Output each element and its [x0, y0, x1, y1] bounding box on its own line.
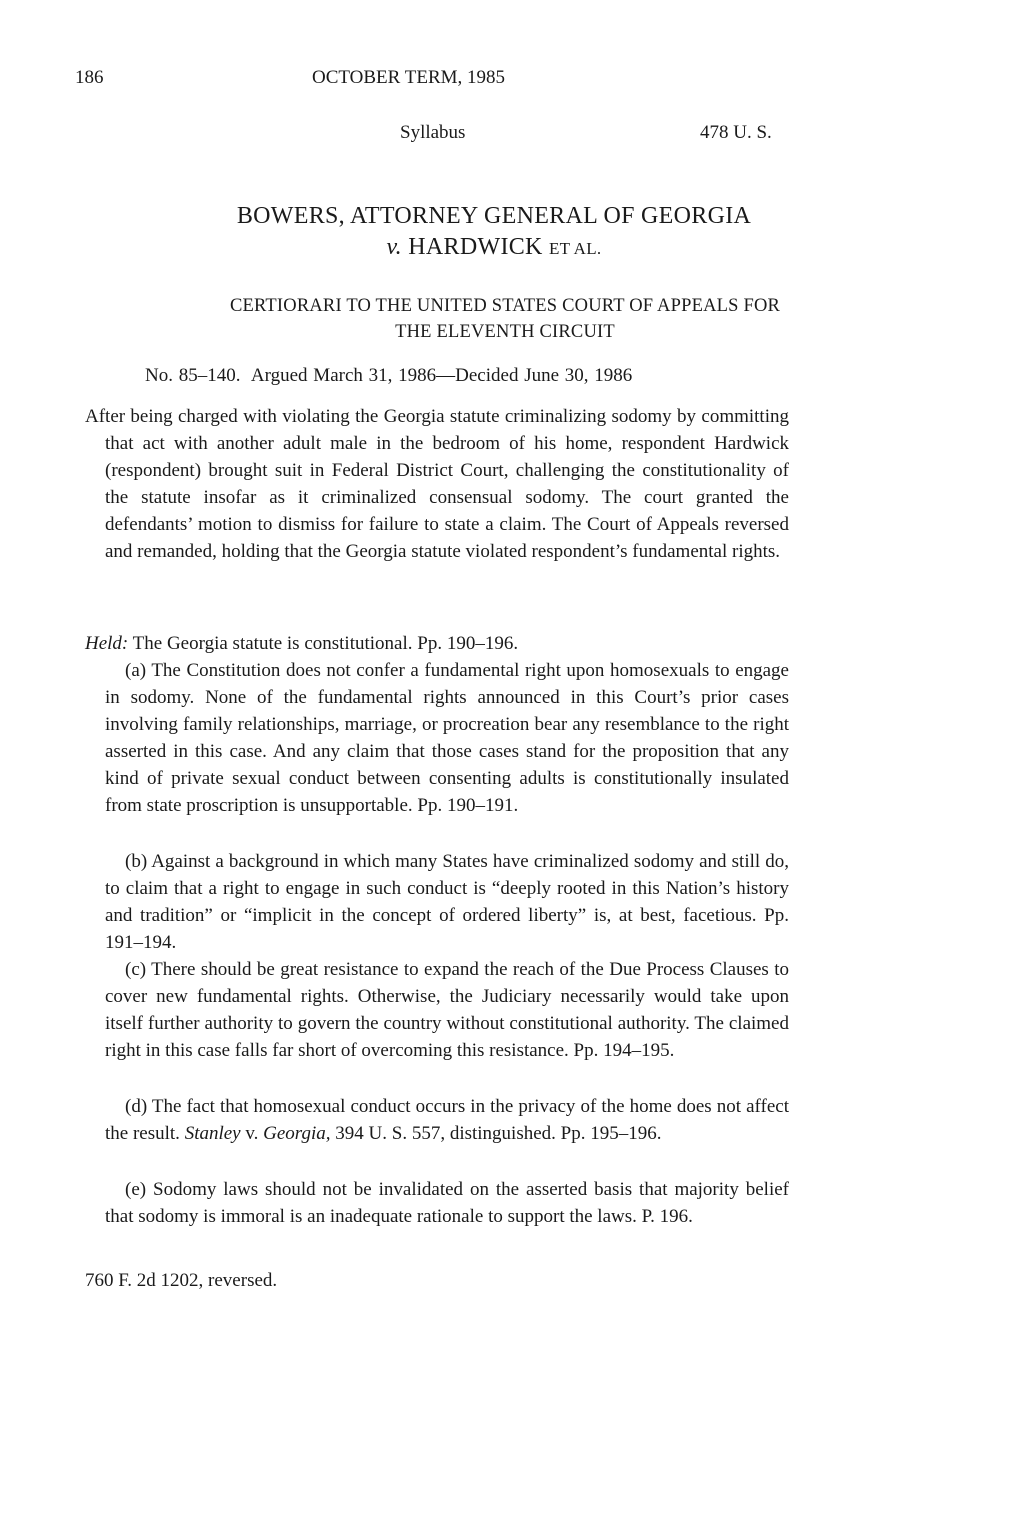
- holding-point-a-text: (a) The Constitution does not confer a fundamental right upon homosexuals to engage in sodomy. None of the fundamental rights announced in this Court’s prior cases involving family relationships, marriage, or procreation bear any resemblance to the right asserted in this case. And any claim that those cases stand for the proposition that any kind of private sexual conduct between consenting adults is constitutionally insulated from state proscription is unsupportable. Pp. 190–191.: [105, 660, 789, 816]
- holding-point-b-text: (b) Against a background in which many States have criminalized sodomy and still do, to claim that a right to engage in such conduct is “deeply rooted in this Nation’s history and tradition” or “implicit in the concept of ordered liberty” is, at best, facetious. Pp. 191–194.: [105, 851, 789, 953]
- disposition-line: 760 F. 2d 1202, reversed.: [85, 1270, 278, 1291]
- cited-case-party-1: Stanley: [184, 1122, 241, 1144]
- docket-line: No. 85–140. Argued March 31, 1986—Decided June 30, 1986: [145, 365, 633, 386]
- point-d-lead: (d) The fact that homosexual conduct occurs in the privacy of the home does not affect the result.: [105, 1096, 789, 1144]
- syllabus-intro-text: After being charged with violating the Georgia statute criminalizing sodomy by committing that act with another adult male in the bedroom of his home, respondent Hardwick (respondent) brought suit in Federal District Court, challenging the constitutionality of the statute insofar as it criminalized consensual sodomy. The court granted the defendants’ motion to dismiss for failure to state a claim. The Court of Appeals reversed and remanded, holding that the Georgia statute violated respondent’s fundamental rights.: [85, 406, 789, 562]
- certiorari-line-2: THE ELEVENTH CIRCUIT: [395, 322, 615, 342]
- case-title-line-2: [0, 234, 1003, 261]
- held-label: Held:: [85, 633, 129, 654]
- holding-point-e-text: (e) Sodomy laws should not be invalidated on the asserted basis that majority belief that sodomy is immoral is an inadequate rationale to support the laws. P. 196.: [105, 1179, 789, 1227]
- cited-case-versus: v.: [240, 1122, 264, 1144]
- held-text: The Georgia statute is constitutional. Pp. 190–196.: [128, 633, 519, 654]
- syllabus-intro: [85, 404, 789, 565]
- holding-point-b: [105, 849, 789, 957]
- page-number: 186: [75, 67, 104, 88]
- respondent-name: HARDWICK: [408, 234, 543, 260]
- title-suffix: ET AL.: [549, 239, 602, 258]
- cited-case-party-2: Georgia,: [263, 1122, 331, 1144]
- holding-point-d-text: [105, 1094, 789, 1148]
- held-paragraph: [85, 631, 789, 658]
- section-label: Syllabus: [400, 122, 466, 143]
- point-d-tail: 394 U. S. 557, distinguished. Pp. 195–196.: [330, 1122, 662, 1144]
- holding-point-e: [105, 1177, 789, 1231]
- certiorari-line-1: CERTIORARI TO THE UNITED STATES COURT OF APPEALS FOR: [229, 296, 781, 316]
- case-title-line-1: BOWERS, ATTORNEY GENERAL OF GEORGIA: [236, 203, 752, 229]
- holding-point-a: [105, 658, 789, 819]
- holding-point-c-text: (c) There should be great resistance to expand the reach of the Due Process Clauses to cover new fundamental rights. Otherwise, the Judiciary necessarily would take upon itself further authority to govern the country without constitutional authority. The claimed right in this case falls far short of overcoming this resistance. Pp. 194–195.: [105, 959, 789, 1061]
- holding-point-c: [105, 957, 789, 1065]
- versus-abbrev: v.: [386, 234, 402, 260]
- holding-point-d: [105, 1094, 789, 1148]
- running-head-term: OCTOBER TERM, 1985: [312, 67, 506, 88]
- volume-citation: 478 U. S.: [700, 122, 772, 143]
